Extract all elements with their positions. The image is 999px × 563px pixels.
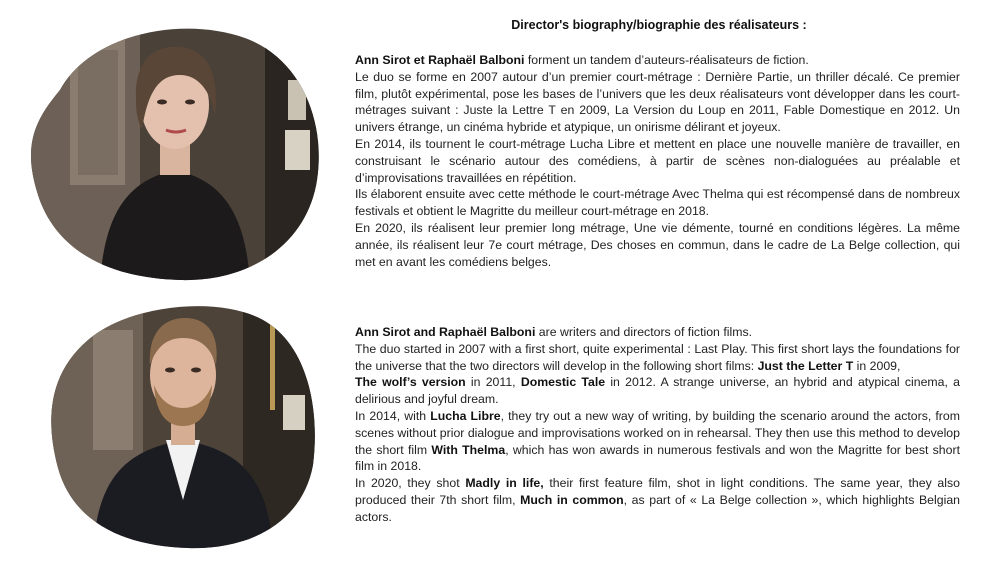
bold-title-text: Just the Letter T bbox=[757, 358, 854, 373]
bio-text: , which has won awards in numerous festivals and won the Magritte for best short film in 2018. bbox=[355, 442, 960, 474]
page-title: Director's biography/biographie des réalisateurs : bbox=[511, 18, 807, 32]
bio-text: forment un tandem d’auteurs-réalisateurs de fiction. bbox=[524, 53, 809, 67]
bio-paragraph bbox=[355, 324, 960, 341]
bio-text: in 2011, bbox=[465, 375, 521, 390]
bio-text: Le duo se forme en 2007 autour d’un premier court-métrage : Dernière Partie, un thriller décalé. Ce premier film, plutôt expérimental, pose les bases de l’univers que les deux réalisateurs vont développer dans les court-métrages suivant : Juste la Lettre T en 2009, La Version du Loup en 2011, Fable Domestique en 2012. Un univers étrange, un cinéma hybride et atypique, un onirisme délirant et joyeux. bbox=[355, 69, 960, 135]
bold-title-text: Ann Sirot et Raphaël Balboni bbox=[355, 53, 525, 67]
portrait-raphael-balboni bbox=[48, 300, 318, 550]
biography-french bbox=[355, 52, 960, 270]
bio-paragraph bbox=[355, 220, 960, 270]
bio-text: In 2020, they shot bbox=[355, 476, 466, 491]
bio-text: , as part of « La Belge collection », which highlights Belgian actors. bbox=[355, 492, 960, 524]
bio-paragraph bbox=[355, 374, 960, 408]
bio-text: in 2012. A strange universe, an hybrid and atypical cinema, a delirious and joyful dream. bbox=[355, 375, 960, 407]
bio-text: , they try out a new way of writing, by building the scenario around the actors, from scenes without prior dialogue and improvisations worked on in rehearsal. They then use this method to develop the short film bbox=[355, 408, 960, 457]
bold-title-text: Madly in life, bbox=[465, 476, 544, 491]
bold-title-text: The wolf’s version bbox=[355, 375, 466, 390]
bio-text: The duo started in 2007 with a first short, quite experimental : Last Play. This first short lays the foundations for the universe that the two directors will develop in the following short films: bbox=[355, 341, 960, 373]
bio-text: En 2020, ils réalisent leur premier long métrage, Une vie démente, tourné en conditions légères. La même année, ils réalisent leur 7e court métrage, Des choses en commun, dans le cadre de La Belge collection, qui met en avant les comédiens belges. bbox=[355, 220, 960, 269]
bold-title-text: Much in common bbox=[520, 492, 624, 507]
portrait-ann-sirot bbox=[30, 20, 322, 282]
bold-title-text: With Thelma bbox=[431, 442, 506, 457]
bio-text: are writers and directors of fiction films. bbox=[535, 325, 753, 339]
bio-paragraph bbox=[355, 408, 960, 475]
bold-title-text: Lucha Libre bbox=[430, 408, 501, 423]
bio-text: their first feature film, shot in light conditions. The same year, they also produced their 7th short film, bbox=[355, 476, 960, 507]
bio-paragraph bbox=[355, 69, 960, 136]
bio-paragraph bbox=[355, 341, 960, 375]
bio-paragraph bbox=[355, 136, 960, 186]
bio-text: In 2014, with bbox=[355, 408, 431, 423]
bold-title-text: Domestic Tale bbox=[520, 375, 606, 390]
bold-title-text: Ann Sirot and Raphaël Balboni bbox=[355, 325, 536, 339]
bio-paragraph bbox=[355, 475, 960, 525]
bio-paragraph bbox=[355, 186, 960, 220]
biography-english bbox=[355, 324, 960, 526]
bio-text: Ils élaborent ensuite avec cette méthode le court-métrage Avec Thelma qui est récompensé dans de nombreux festivals et obtient le Magritte du meilleur court-métrage en 2018. bbox=[355, 187, 960, 219]
bio-paragraph bbox=[355, 52, 960, 69]
bio-text: En 2014, ils tournent le court-métrage Lucha Libre et mettent en place une nouvelle manière de travailler, en construisant le scénario autour des comédiens, à partir de scènes non-dialoguées au préalable et d’improvisations travaillées en répétition. bbox=[355, 136, 960, 185]
bio-text: in 2009, bbox=[853, 358, 901, 373]
